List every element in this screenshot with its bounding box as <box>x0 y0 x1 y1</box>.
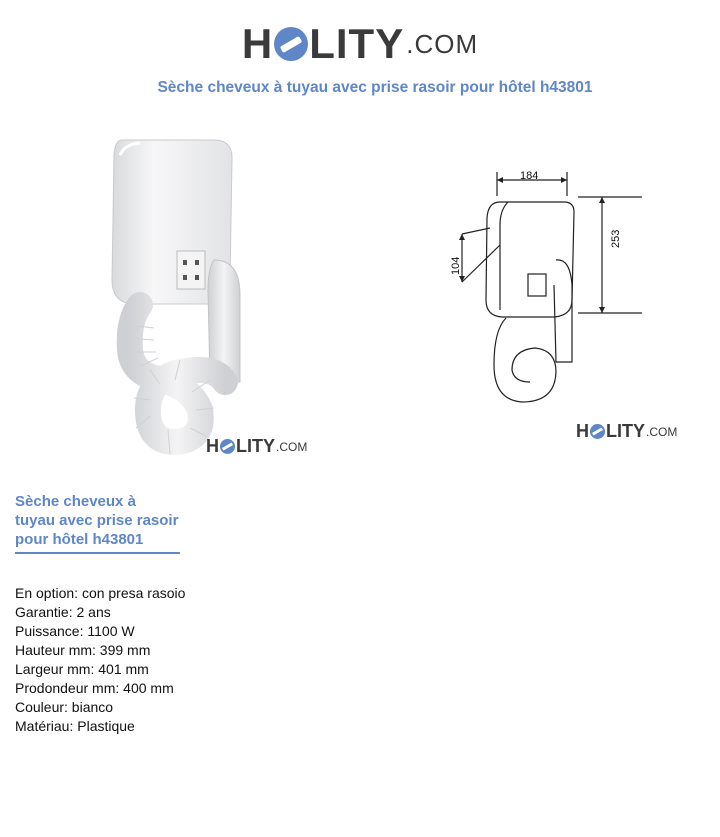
drawing-logo-h: H <box>576 421 589 441</box>
product-photo <box>0 110 360 480</box>
photo-logo-suffix: .COM <box>276 439 308 454</box>
spec-height: Hauteur mm: 399 mm <box>15 642 151 658</box>
spec-color: Couleur: bianco <box>15 699 114 715</box>
spec-list <box>15 584 185 736</box>
photo-logo-h: H <box>206 436 219 456</box>
logo-o-icon <box>274 27 308 61</box>
site-logo[interactable] <box>0 20 720 66</box>
logo-wordmark <box>242 20 478 68</box>
drawing-logo-suffix: .COM <box>646 424 678 439</box>
hair-dryer-photo <box>0 110 360 480</box>
logo-letter-h: H <box>241 20 274 67</box>
drawing-logo <box>576 421 677 442</box>
height-dimension-label: 253 <box>610 229 622 248</box>
spec-warranty: Garantie: 2 ans <box>15 604 111 620</box>
spec-power: Puissance: 1100 W <box>15 623 135 639</box>
drawing-logo-o-icon <box>590 424 605 439</box>
logo-letters-lity: LITY <box>309 20 405 67</box>
logo-suffix: .COM <box>406 28 479 59</box>
photo-logo-lity: LITY <box>236 436 275 456</box>
depth-dimension-label: 104 <box>450 256 462 275</box>
spec-option: En option: con presa rasoio <box>15 585 186 601</box>
product-title: Sèche cheveux à tuyau avec prise rasoir pour hôtel h43801 <box>15 492 180 554</box>
drawing-logo-lity: LITY <box>606 421 645 441</box>
width-dimension-label: 184 <box>520 170 539 182</box>
page-title: Sèche cheveux à tuyau avec prise rasoir pour hôtel h43801 <box>157 79 593 96</box>
photo-logo <box>206 436 307 457</box>
technical-drawing <box>360 110 720 480</box>
spec-material: Matériau: Plastique <box>15 718 135 734</box>
spec-width: Largeur mm: 401 mm <box>15 661 149 677</box>
spec-depth: Prodondeur mm: 400 mm <box>15 680 174 696</box>
photo-logo-o-icon <box>220 439 235 454</box>
